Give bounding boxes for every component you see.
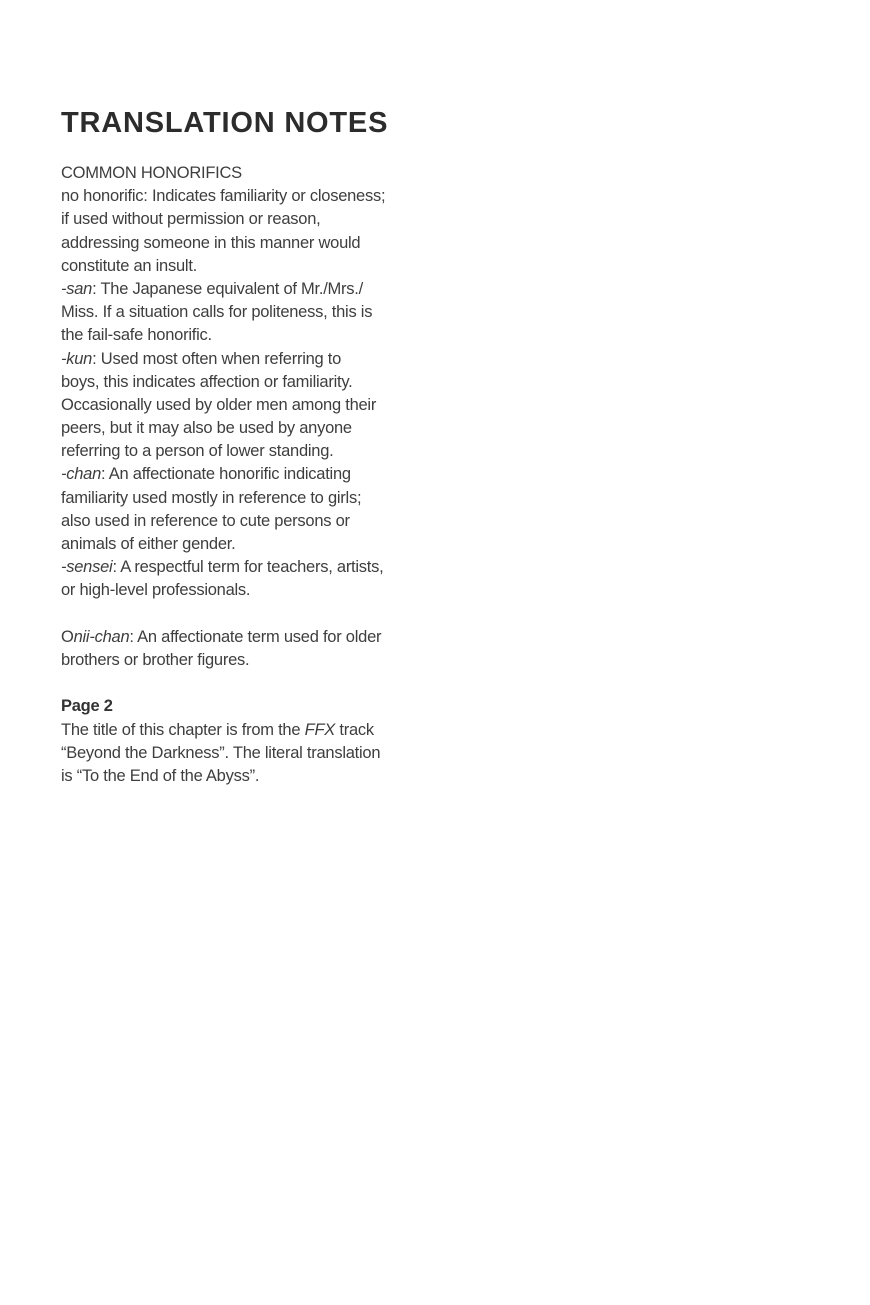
text-segment: brothers or brother figures. <box>61 650 250 669</box>
text-segment: : A respectful term for teachers, artists, <box>112 558 384 577</box>
text-segment: O <box>61 627 74 646</box>
text-line <box>61 371 385 394</box>
text-line <box>61 162 385 185</box>
text-segment: -chan <box>61 465 102 484</box>
text-segment: FFX <box>304 720 336 739</box>
text-line <box>61 533 385 556</box>
text-line <box>61 255 385 278</box>
text-line <box>61 626 385 649</box>
text-segment: peers, but it may also be used by anyone <box>61 419 352 438</box>
text-segment: if used without permission or reason, <box>61 210 321 229</box>
text-segment: track <box>335 720 374 739</box>
text-segment: -san <box>61 279 93 298</box>
text-segment: is “To the End of the Abyss”. <box>61 766 260 785</box>
text-line <box>61 649 385 672</box>
text-segment: COMMON HONORIFICS <box>61 164 242 182</box>
text-line <box>61 510 385 533</box>
text-line <box>61 301 385 324</box>
text-line <box>61 440 385 463</box>
text-line <box>61 487 385 510</box>
text-segment: Page 2 <box>61 697 113 716</box>
text-line <box>61 579 385 602</box>
text-segment: Miss. If a situation calls for politeness, this is <box>61 303 373 322</box>
text-segment: : An affectionate honorific indicating <box>101 465 351 484</box>
text-line <box>61 208 385 231</box>
text-segment: nii-chan <box>73 627 130 646</box>
text-segment: familiarity used mostly in reference to girls; <box>61 488 362 507</box>
text-segment: boys, this indicates affection or familiarity. <box>61 372 353 391</box>
text-segment: the fail-safe honorific. <box>61 326 212 345</box>
text-line <box>61 348 385 371</box>
text-segment: or high-level professionals. <box>61 581 251 600</box>
text-segment: constitute an insult. <box>61 256 197 275</box>
text-line <box>61 185 385 208</box>
text-segment: referring to a person of lower standing. <box>61 442 334 461</box>
text-segment: : The Japanese equivalent of Mr./Mrs./ <box>92 279 363 298</box>
text-segment: addressing someone in this manner would <box>61 233 361 252</box>
text-line <box>61 463 385 486</box>
blank-line <box>61 603 385 626</box>
text-line <box>61 394 385 417</box>
text-line <box>61 417 385 440</box>
blank-line <box>61 672 385 695</box>
text-line <box>61 695 385 718</box>
text-segment: The title of this chapter is from the <box>61 720 305 739</box>
text-segment: -sensei <box>61 558 113 577</box>
text-segment: -kun <box>61 349 93 368</box>
notes-body <box>61 162 385 788</box>
text-line <box>61 232 385 255</box>
text-segment: animals of either gender. <box>61 535 236 553</box>
text-line <box>61 719 385 742</box>
text-segment: also used in reference to cute persons or <box>61 511 350 530</box>
text-line <box>61 742 385 765</box>
text-line <box>61 765 385 788</box>
text-segment: no honorific: Indicates familiarity or closeness; <box>61 187 386 206</box>
page-title: TRANSLATION NOTES <box>61 107 389 139</box>
text-line <box>61 556 385 579</box>
text-segment: : Used most often when referring to <box>92 349 342 368</box>
text-segment: “Beyond the Darkness”. The literal translation <box>61 743 381 762</box>
text-line <box>61 278 385 301</box>
text-segment: Occasionally used by older men among their <box>61 395 377 414</box>
text-segment: : An affectionate term used for older <box>129 627 382 646</box>
text-line <box>61 324 385 347</box>
